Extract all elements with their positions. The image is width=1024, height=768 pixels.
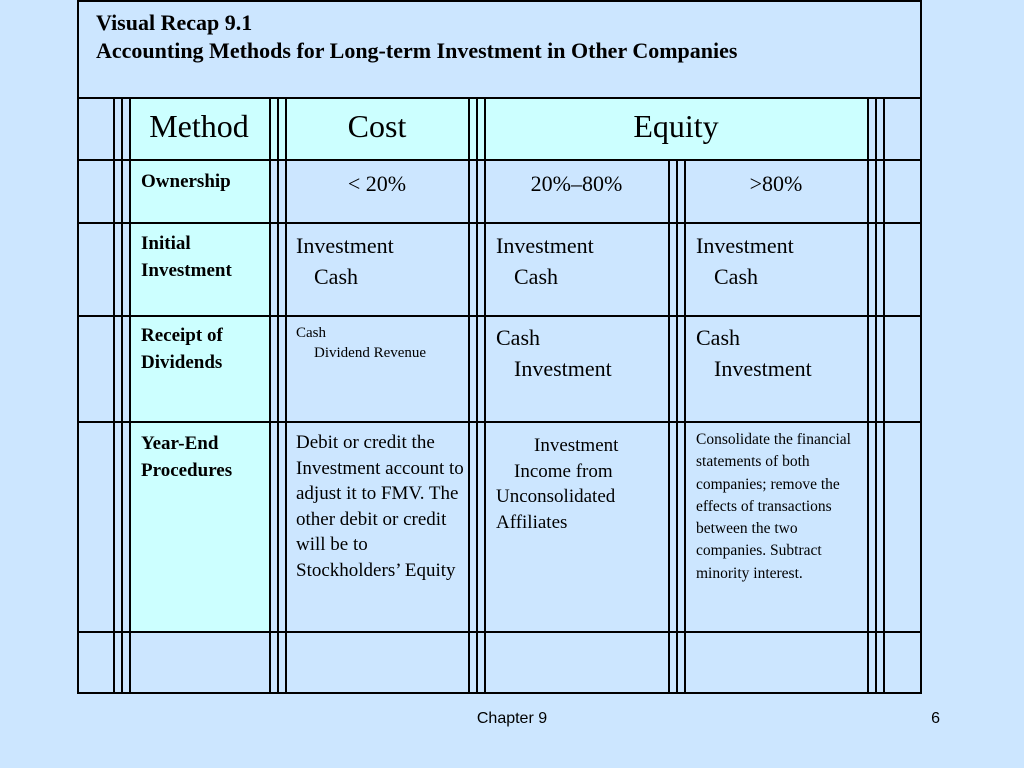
rule-below-header (77, 159, 922, 161)
col-rule (468, 97, 470, 694)
header-method: Method (149, 108, 249, 144)
yearend-equity-mid-entry: Investment Income from Unconsolidated Affiliates (496, 435, 619, 533)
col-rule (129, 97, 131, 694)
row-label-initial: Initial Investment (141, 233, 232, 281)
recap-title (96, 9, 737, 65)
footer-chapter: Chapter 9 (476, 710, 548, 727)
col-rule (277, 97, 279, 694)
rule-below-yearend (77, 631, 922, 633)
col-rule (113, 97, 115, 694)
recap-title-line1: Visual Recap 9.1 (96, 10, 253, 35)
row-label-dividends: Receipt of Dividends (141, 325, 223, 373)
header-cost: Cost (347, 108, 407, 144)
header-equity: Equity (633, 108, 719, 144)
dividends-equity-mid-entry: Cash Investment (496, 325, 612, 381)
ownership-equity-mid: 20%–80% (530, 171, 623, 196)
dividends-equity-high-entry: Cash Investment (696, 325, 812, 381)
col-rule (121, 97, 123, 694)
rule-below-ownership (77, 222, 922, 224)
col-rule (668, 159, 670, 694)
yearend-equity-high-text: Consolidate the financial statements of both companies; remove the effects of transactions between the two companies. Subtract minority interest. (696, 431, 851, 582)
initial-equity-mid-entry: Investment Cash (496, 233, 594, 289)
ownership-cost: < 20% (347, 171, 407, 196)
yearend-cost-text: Debit or credit the Investment account to adjust it to FMV. The other debit or credit will be to Stockholders’ Equity (296, 432, 464, 581)
col-rule (476, 97, 478, 694)
col-rule (883, 97, 885, 694)
rule-below-dividends (77, 421, 922, 423)
col-rule (875, 97, 877, 694)
col-rule (867, 97, 869, 694)
ownership-equity-high: >80% (749, 171, 803, 196)
recap-title-line2: Accounting Methods for Long-term Investment in Other Companies (96, 38, 738, 63)
col-rule (684, 159, 686, 694)
rule-below-title (77, 97, 922, 99)
row-label-yearend: Year-End Procedures (141, 433, 233, 481)
footer-page-number: 6 (931, 710, 940, 727)
row-label-ownership: Ownership (141, 171, 231, 192)
rule-below-initial (77, 315, 922, 317)
dividends-cost-entry: Cash Dividend Revenue (296, 325, 427, 361)
initial-cost-entry: Investment Cash (296, 233, 394, 289)
col-rule (269, 97, 271, 694)
col-rule (676, 159, 678, 694)
initial-equity-high-entry: Investment Cash (696, 233, 794, 289)
